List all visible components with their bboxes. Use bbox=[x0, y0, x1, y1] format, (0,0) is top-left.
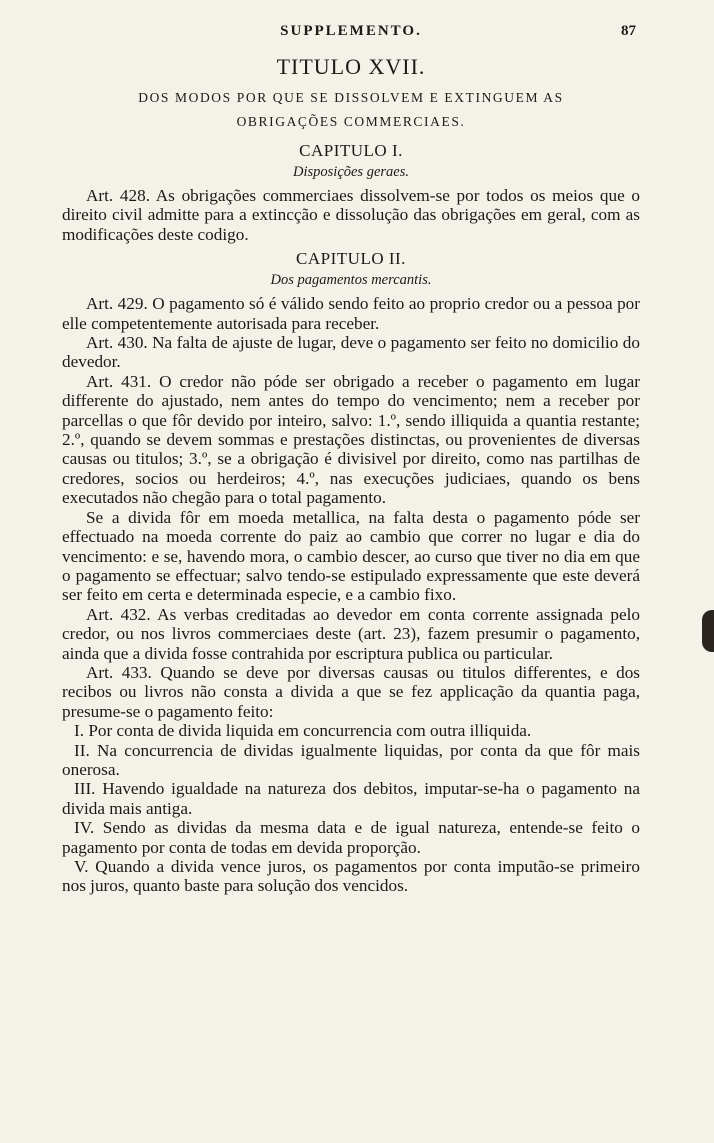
list-item-iii: III. Havendo igualdade na natureza dos debitos, imputar-se-ha o pagamento na divida mais antiga. bbox=[62, 779, 640, 818]
page-number: 87 bbox=[621, 23, 636, 39]
running-header bbox=[62, 22, 640, 46]
chapter-2-caption: Dos pagamentos mercantis. bbox=[270, 272, 432, 289]
article-429: Art. 429. O pagamento só é válido sendo feito ao proprio credor ou a pessoa por elle competentemente autorisada para receber. bbox=[62, 294, 640, 333]
article-431: Art. 431. O credor não póde ser obrigado a receber o pagamento em lugar differente do ajustado, nem antes do tempo do vencimento; nem a receber por parcellas o que fôr devido por inteiro, salvo: 1.º, sendo illiquida a quantia restante; 2.º, quando se devem sommas e prestações distinctas, ou provenientes de diversas causas ou titulos; 3.º, se a obrigação é divisivel por direito, como nas partilhas de credores, socios ou herdeiros; 4.º, nas execuções judiciaes, quando os bens executados não chegão para o total pagamento. bbox=[62, 371, 640, 508]
list-item-ii: II. Na concurrencia de dividas igualmente liquidas, por conta da que fôr mais onerosa. bbox=[62, 740, 640, 779]
list-item-i: I. Por conta de divida liquida em concurrencia com outra illiquida. bbox=[74, 721, 532, 741]
chapter-1-caption: Disposições geraes. bbox=[293, 164, 409, 180]
page-edge-mark bbox=[702, 610, 714, 652]
running-title: SUPPLEMENTO. bbox=[280, 23, 422, 39]
article-430: Art. 430. Na falta de ajuste de lugar, deve o pagamento ser feito no domicilio do devedor. bbox=[62, 333, 640, 372]
article-428: Art. 428. As obrigações commerciaes dissolvem-se por todos os meios que o direito civil admitte para a extincção e dissolução das obrigações em geral, com as modificações deste codigo. bbox=[62, 186, 640, 244]
chapter-2-heading: CAPITULO II. bbox=[296, 249, 406, 269]
article-432: Art. 432. As verbas creditadas ao devedor em conta corrente assignada pelo credor, ou nos livros commerciaes deste (art. 23), fazem presumir o pagamento, ainda que a divida fosse contrahida por escriptura publica ou particular. bbox=[62, 604, 640, 663]
list-item-iv: IV. Sendo as dividas da mesma data e de igual natureza, entende-se feito o pagamento por conta de todas em devida proporção. bbox=[62, 818, 640, 857]
book-page bbox=[62, 22, 640, 896]
article-431-paragraph-2: Se a divida fôr em moeda metallica, na falta desta o pagamento póde ser effectuado na moeda corrente do paiz ao cambio que correr no lugar e dia do vencimento: e se, havendo mora, o cambio descer, ao curso que tiver no dia em que o pagamento se effectuar; salvo tendo-se estipulado expressamente que este deverá ser feito em certa e determinada especie, e a cambio fixo. bbox=[62, 507, 640, 605]
chapter-1-heading: CAPITULO I. bbox=[299, 141, 403, 160]
article-433-list bbox=[62, 721, 640, 896]
title-subheading: DOS MODOS POR QUE SE DISSOLVEM E EXTINGUEM AS OBRIGAÇÕES COMMERCIAES. bbox=[138, 90, 564, 129]
title-heading: TITULO XVII. bbox=[276, 54, 426, 79]
article-433: Art. 433. Quando se deve por diversas causas ou titulos differentes, e dos recibos ou livros não consta a divida a que se fez applicação da quantia paga, presume-se o pagamento feito: bbox=[62, 662, 640, 721]
list-item-v: V. Quando a divida vence juros, os pagamentos por conta imputão-se primeiro nos juros, quanto baste para solução dos vencidos. bbox=[62, 857, 640, 896]
